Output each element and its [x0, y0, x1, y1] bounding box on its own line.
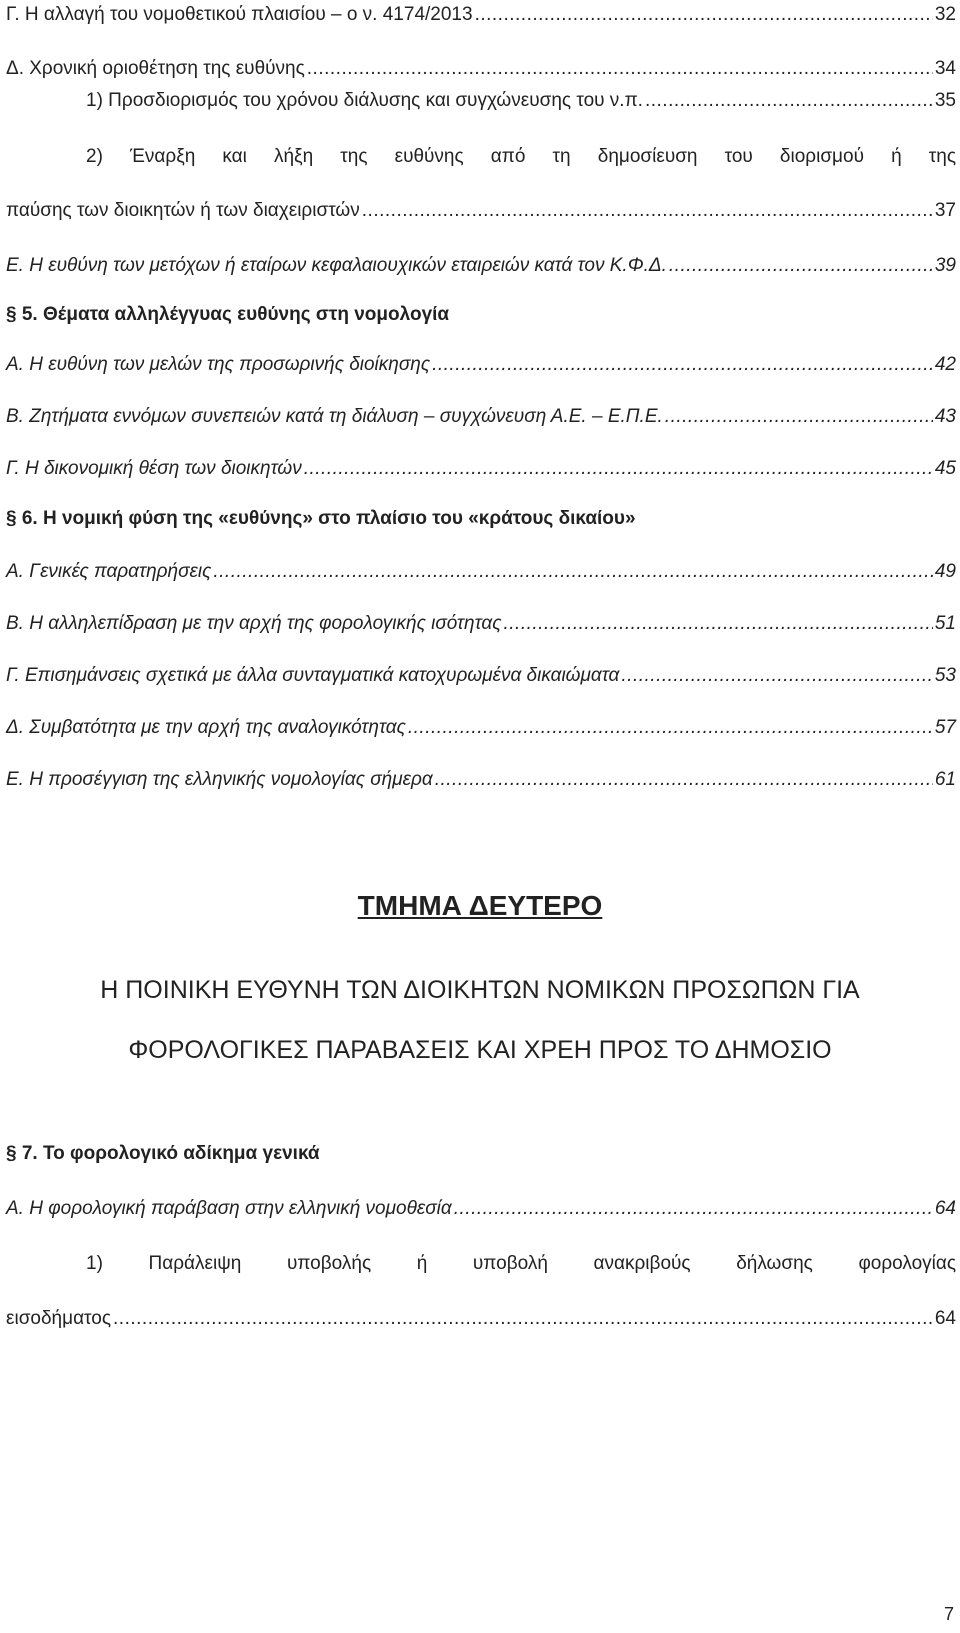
toc-entry[interactable]	[6, 253, 956, 279]
dot-leader	[408, 715, 933, 741]
dot-leader	[435, 767, 933, 793]
dot-leader	[213, 559, 932, 585]
dot-leader	[432, 352, 933, 378]
toc-page-number: 32	[934, 4, 956, 25]
toc-entry-text: Δ. Χρονική οριοθέτηση της ευθύνης	[6, 58, 305, 79]
section-heading[interactable]	[6, 1141, 956, 1167]
toc-entry-text: Ε. Η προσέγγιση της ελληνικής νομολογίας σήμερα	[6, 769, 433, 790]
toc-entry-text: Α. Η ευθύνη των μελών της προσωρινής διοίκησης	[6, 354, 431, 375]
toc-entry-text: Α. Γενικές παρατηρήσεις	[6, 561, 212, 582]
section-heading[interactable]	[6, 506, 956, 532]
toc-subentry[interactable]	[86, 88, 956, 114]
dot-leader	[504, 611, 933, 637]
toc-entry[interactable]	[6, 56, 956, 82]
toc-page-number: 45	[934, 458, 956, 479]
section-heading-text: § 7. Το φορολογικό αδίκημα γενικά	[6, 1143, 320, 1164]
toc-subentry-line1[interactable]	[86, 144, 956, 170]
toc-entry-text: Β. Ζητήματα εννόμων συνεπειών κατά τη διάλυση – συγχώνευση Α.Ε. – Ε.Π.Ε.	[6, 406, 663, 427]
toc-entry[interactable]	[6, 611, 956, 637]
toc-page-number: 42	[934, 354, 956, 375]
toc-entry-text: Ε. Η ευθύνη των μετόχων ή εταίρων κεφαλαιουχικών εταιρειών κατά τον Κ.Φ.Δ.	[6, 255, 667, 276]
toc-page-number: 61	[934, 769, 956, 790]
toc-subentry-line2[interactable]	[6, 1306, 956, 1332]
toc-page-number: 57	[934, 717, 956, 738]
toc-entry-text: 1) Προσδιορισμός του χρόνου διάλυσης και συγχώνευσης του ν.π.	[86, 90, 643, 111]
toc-entry-text: Γ. Η δικονομική θέση των διοικητών	[6, 458, 302, 479]
dot-leader	[307, 56, 933, 82]
toc-page-number: 35	[934, 90, 956, 111]
toc-subentry-line1[interactable]	[86, 1251, 956, 1277]
dot-leader	[669, 253, 933, 279]
toc-entry[interactable]	[6, 404, 956, 430]
toc-page-number: 53	[934, 665, 956, 686]
toc-entry[interactable]	[6, 663, 956, 689]
toc-entry-text: εισοδήματος	[6, 1308, 112, 1329]
toc-page-number: 51	[934, 613, 956, 634]
toc-subentry-line2[interactable]	[6, 198, 956, 224]
toc-page-number: 64	[934, 1198, 956, 1219]
section-heading-text: § 5. Θέματα αλληλέγγυας ευθύνης στη νομολογία	[6, 304, 450, 325]
toc-entry[interactable]	[6, 1196, 956, 1222]
toc-page-number: 64	[934, 1308, 956, 1329]
toc-entry-text: Γ. Η αλλαγή του νομοθετικού πλαισίου – ο ν. 4174/2013	[6, 4, 473, 25]
toc-entry-text: Α. Η φορολογική παράβαση στην ελληνική νομοθεσία	[6, 1198, 452, 1219]
toc-entry[interactable]	[6, 2, 956, 28]
toc-entry-text: Δ. Συμβατότητα με την αρχή της αναλογικότητας	[6, 717, 406, 738]
dot-leader	[475, 2, 933, 28]
toc-entry[interactable]	[6, 456, 956, 482]
dot-leader	[665, 404, 933, 430]
toc-entry-text: παύσης των διοικητών ή των διαχειριστών	[6, 200, 360, 221]
dot-leader	[454, 1196, 933, 1222]
toc-entry-text: 2) Έναρξη και λήξη της ευθύνης από τη δημοσίευση του διορισμού ή της	[86, 146, 956, 167]
part-subtitle-line2: ΦΟΡΟΛΟΓΙΚΕΣ ΠΑΡΑΒΑΣΕΙΣ ΚΑΙ ΧΡΕΗ ΠΡΟΣ ΤΟ ΔΗΜΟΣΙΟ	[128, 1036, 832, 1064]
page-number: 7	[943, 1604, 954, 1624]
toc-page-number: 34	[934, 58, 956, 79]
toc-entry-text: 1) Παράλειψη υποβολής ή υποβολή ανακριβούς δήλωσης φορολογίας	[86, 1253, 956, 1274]
toc-entry-text: Β. Η αλληλεπίδραση με την αρχή της φορολογικής ισότητας	[6, 613, 502, 634]
dot-leader	[113, 1306, 933, 1332]
dot-leader	[621, 663, 932, 689]
section-heading[interactable]	[6, 302, 956, 328]
toc-page-number: 43	[934, 406, 956, 427]
toc-entry[interactable]	[6, 715, 956, 741]
toc-page-number: 37	[934, 200, 956, 221]
toc-entry[interactable]	[6, 559, 956, 585]
part-subtitle-line1: Η ΠΟΙΝΙΚΗ ΕΥΘΥΝΗ ΤΩΝ ΔΙΟΙΚΗΤΩΝ ΝΟΜΙΚΩΝ ΠΡΟΣΩΠΩΝ ΓΙΑ	[100, 976, 860, 1004]
part-title: ΤΜΗΜΑ ΔΕΥΤΕΡΟ	[357, 890, 603, 921]
toc-entry[interactable]	[6, 352, 956, 378]
section-heading-text: § 6. Η νομική φύση της «ευθύνης» στο πλαίσιο του «κράτους δικαίου»	[6, 508, 636, 529]
toc-page-number: 49	[934, 561, 956, 582]
toc-page-number: 39	[934, 255, 956, 276]
toc-entry[interactable]	[6, 767, 956, 793]
toc-entry-text: Γ. Επισημάνσεις σχετικά με άλλα συνταγματικά κατοχυρωμένα δικαιώματα	[6, 665, 620, 686]
dot-leader	[645, 88, 933, 114]
dot-leader	[304, 456, 933, 482]
dot-leader	[362, 198, 933, 224]
